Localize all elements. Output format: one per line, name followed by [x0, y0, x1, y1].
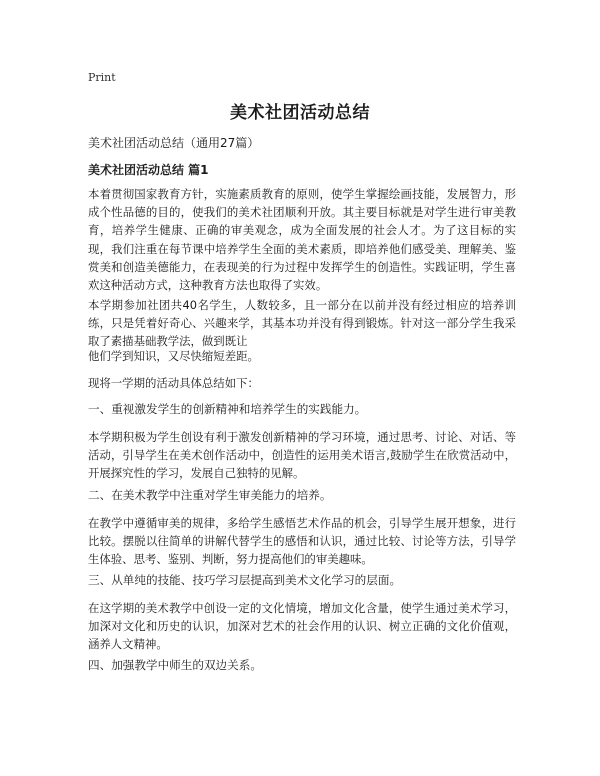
document-subtitle: 美术社团活动总结（通用27篇）: [88, 136, 260, 150]
paragraph-point-2: 在教学中遵循审美的规律，多给学生感悟艺术作品的机会，引导学生展开想象，进行比较。摆脱以往简单的讲解代替学生的感悟和认识，通过比较、讨论等方法，引导学生体验、思考、鉴别、判断，努力提高他们的审美趣味。: [88, 516, 516, 567]
paragraph-point-1: 本学期积极为学生创设有利于激发创新精神的学习环境，通过思考、讨论、对话、等活动，引导学生在美术创作活动中，创造性的运用美术语言,鼓励学生在欣赏活动中，开展探究性的学习，发展自己独特的见解。: [88, 430, 516, 481]
point-heading-4: 四、加强教学中师生的双边关系。: [88, 658, 262, 672]
point-heading-1: 一、重视激发学生的创新精神和培养学生的实践能力。: [88, 402, 367, 416]
paragraph-continuation: 他们学到知识，又尽快缩短差距。: [88, 349, 259, 363]
point-heading-3: 三、从单纯的技能、技巧学习层提高到美术文化学习的层面。: [88, 573, 402, 587]
point-heading-2: 二、在美术教学中注重对学生审美能力的培养。: [88, 488, 332, 502]
paragraph-point-3: 在这学期的美术教学中创设一定的文化情境，增加文化含量，使学生通过美术学习，加深对文化和历史的认识，加深对艺术的社会作用的认识、树立正确的文化价值观，涵养人文精神。: [88, 601, 516, 652]
document-title: 美术社团活动总结: [230, 103, 370, 123]
paragraph-summary-intro: 现将一学期的活动具体总结如下：: [88, 376, 259, 390]
print-link[interactable]: Print: [88, 71, 116, 84]
paragraph-students: 本学期参加社团共40名学生，人数较多，且一部分在以前并没有经过相应的培养训练，只是凭着好奇心、兴趣来学，其基本功并没有得到锻炼。针对这一部分学生我采取了素描基础教学法，做到既让: [88, 298, 516, 349]
section-heading: 美术社团活动总结 篇1: [88, 163, 209, 177]
paragraph-intro: 本着贯彻国家教育方针，实施素质教育的原则，使学生掌握绘画技能，发展智力，形成个性品德的目的，使我们的美术社团顺利开放。其主要目标就是对学生进行审美教育，培养学生健康、正确的审美观念，成为全面发展的社会人才。为了这目标的实现，我们注重在每节课中培养学生全面的美术素质，即培养他们感受美、理解美、鉴赏美和创造美德能力，在表现美的行为过程中发挥学生的创造性。实践证明，学生喜欢这种活动方式，这种教育方法也取得了实效。: [88, 187, 516, 293]
